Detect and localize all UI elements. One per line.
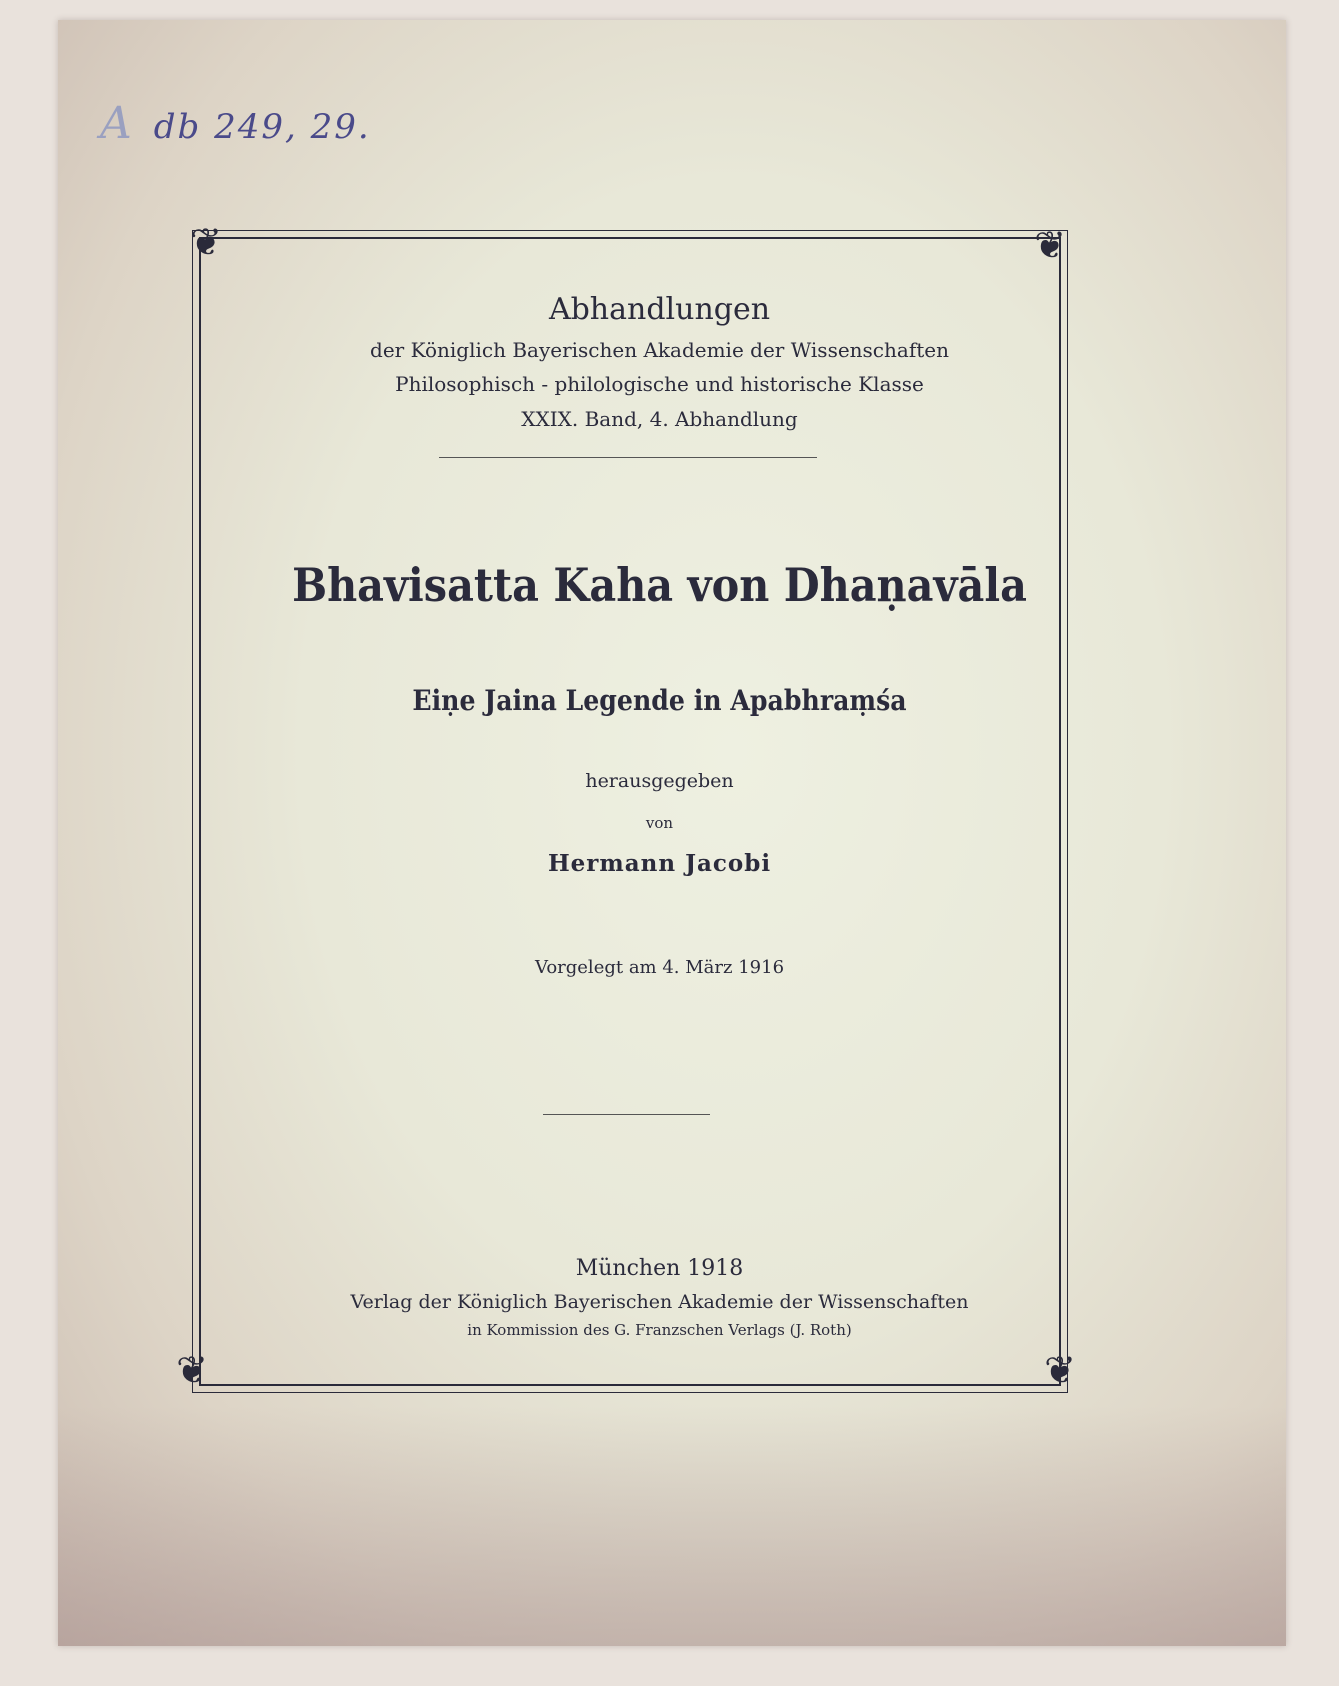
divider: [439, 457, 817, 458]
corner-ornament-icon: ❦: [176, 1348, 208, 1392]
editor-name: Hermann Jacobi: [547, 850, 772, 877]
handwritten-mark: A: [100, 98, 134, 149]
corner-ornament-icon: ❦: [1034, 223, 1066, 267]
corner-ornament-icon: ❦: [1044, 1348, 1076, 1392]
corner-ornament-icon: ❦: [190, 220, 222, 264]
divider: [543, 1114, 710, 1115]
by-label: von: [645, 814, 674, 832]
series-line-2: Philosophisch - philologische und historische Klasse: [395, 372, 924, 396]
work-subtitle: Eiṇe Jaina Legende in Apabhraṃśa: [412, 684, 907, 717]
work-title: Bhavisatta Kaha von Dhaṇavāla: [292, 558, 1027, 612]
series-line-1: der Königlich Bayerischen Akademie der Wissenschaften: [370, 338, 949, 362]
shelfmark-text: db 249, 29.: [153, 107, 371, 147]
imprint-place-year: München 1918: [575, 1256, 744, 1281]
series-title: Abhandlungen: [548, 292, 771, 327]
imprint-commission: in Kommission des G. Franzschen Verlags (J. Roth): [467, 1321, 852, 1339]
presented-date: Vorgelegt am 4. März 1916: [534, 957, 785, 978]
handwritten-shelfmark: [100, 98, 371, 149]
imprint-publisher: Verlag der Königlich Bayerischen Akademie der Wissenschaften: [350, 1291, 969, 1313]
series-line-3: XXIX. Band, 4. Abhandlung: [521, 407, 798, 431]
edited-label: herausgegeben: [585, 770, 734, 792]
